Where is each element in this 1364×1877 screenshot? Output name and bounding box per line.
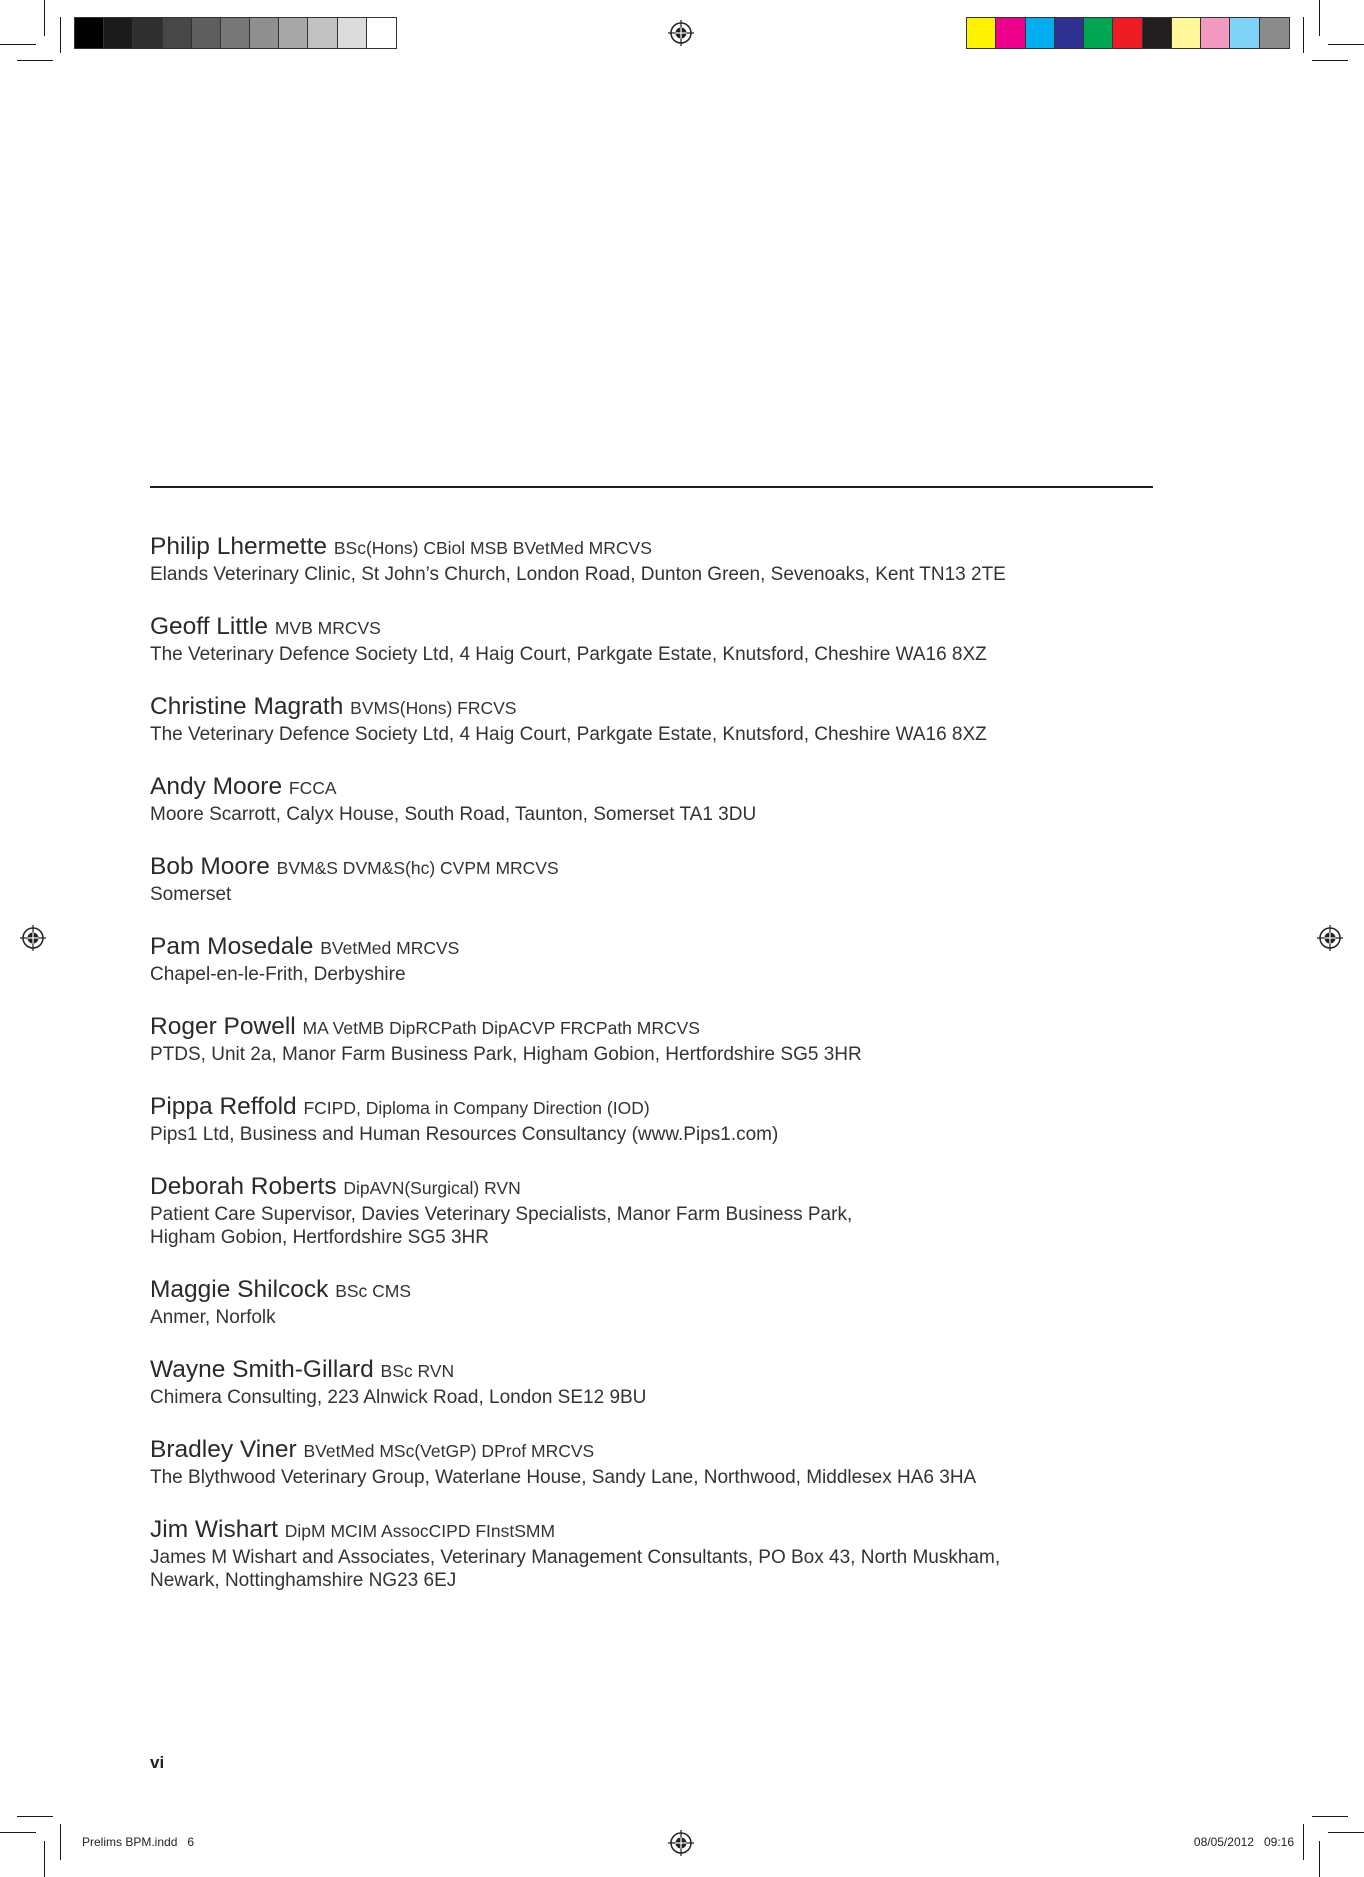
contributor-name: Andy Moore — [150, 773, 283, 800]
color-swatch — [1143, 18, 1172, 48]
crop-mark — [60, 17, 61, 53]
contributor-entry — [150, 692, 1210, 746]
contributor-entry — [150, 1092, 1210, 1146]
contributor-address-line: PTDS, Unit 2a, Manor Farm Business Park, Higham Gobion, Hertfordshire SG5 3HR — [150, 1044, 862, 1065]
contributor-qualifications: BSc RVN — [380, 1361, 455, 1381]
contributor-name-line — [150, 1355, 1210, 1386]
color-swatch — [104, 18, 133, 48]
crop-mark — [0, 44, 36, 45]
registration-mark-icon — [668, 20, 694, 46]
color-swatch — [338, 18, 367, 48]
contributor-name-line — [150, 852, 1210, 883]
contributor-name: Pippa Reffold — [150, 1093, 297, 1120]
contributor-qualifications: DipM MCIM AssocCIPD FInstSMM — [284, 1521, 556, 1541]
color-swatch — [1230, 18, 1259, 48]
section-rule — [150, 486, 1153, 488]
color-swatch — [192, 18, 221, 48]
contributor-address-line: Moore Scarrott, Calyx House, South Road, Taunton, Somerset TA1 3DU — [150, 804, 757, 825]
color-swatch — [1113, 18, 1142, 48]
crop-mark — [17, 60, 53, 61]
registration-mark-icon — [1317, 925, 1343, 951]
contributor-name: Maggie Shilcock — [150, 1276, 329, 1303]
contributor-name: Roger Powell — [150, 1013, 296, 1040]
contributor-name: Deborah Roberts — [150, 1173, 337, 1200]
color-swatch — [1084, 18, 1113, 48]
color-swatch — [133, 18, 162, 48]
slug-date-time: 08/05/2012 09:16 — [1193, 1835, 1294, 1849]
crop-mark — [1312, 1816, 1348, 1817]
contributor-qualifications: BVMS(Hons) FRCVS — [350, 698, 517, 718]
contributor-name-line — [150, 532, 1210, 563]
grayscale-color-bar — [74, 17, 397, 49]
crop-mark — [0, 1832, 36, 1833]
contributor-name: Geoff Little — [150, 613, 269, 640]
contributor-address-line: Patient Care Supervisor, Davies Veterinary Specialists, Manor Farm Business Park, — [150, 1204, 853, 1225]
crop-mark — [1319, 0, 1320, 36]
contributor-name-line — [150, 1172, 1210, 1203]
crop-mark — [44, 0, 45, 36]
crop-mark — [44, 1841, 45, 1877]
contributor-qualifications: BVetMed MSc(VetGP) DProf MRCVS — [303, 1441, 595, 1461]
contributor-qualifications: BSc CMS — [335, 1281, 412, 1301]
contributor-address-line: Chimera Consulting, 223 Alnwick Road, London SE12 9BU — [150, 1387, 647, 1408]
contributor-name: Bradley Viner — [150, 1436, 297, 1463]
contributor-name: Pam Mosedale — [150, 933, 314, 960]
contributor-entry — [150, 532, 1210, 586]
contributor-name-line — [150, 932, 1210, 963]
contributor-entry — [150, 932, 1210, 986]
color-swatch — [1172, 18, 1201, 48]
contributor-address-line: Newark, Nottinghamshire NG23 6EJ — [150, 1570, 457, 1591]
crop-mark — [1328, 44, 1364, 45]
contributor-name-line — [150, 1275, 1210, 1306]
contributor-name-line — [150, 772, 1210, 803]
contributor-address-line: The Veterinary Defence Society Ltd, 4 Haig Court, Parkgate Estate, Knutsford, Cheshire WA16 8XZ — [150, 724, 987, 745]
contributor-qualifications: DipAVN(Surgical) RVN — [343, 1178, 521, 1198]
contributor-entry — [150, 1435, 1210, 1489]
color-swatch — [279, 18, 308, 48]
color-swatch — [967, 18, 996, 48]
crop-mark — [1303, 17, 1304, 53]
crop-mark — [60, 1824, 61, 1860]
contributor-address-line: Higham Gobion, Hertfordshire SG5 3HR — [150, 1227, 489, 1248]
contributor-name-line — [150, 692, 1210, 723]
registration-mark-icon — [668, 1830, 694, 1856]
contributor-address-line: The Veterinary Defence Society Ltd, 4 Haig Court, Parkgate Estate, Knutsford, Cheshire WA16 8XZ — [150, 644, 987, 665]
contributor-qualifications: FCIPD, Diploma in Company Direction (IOD) — [303, 1098, 650, 1118]
crop-mark — [1328, 1832, 1364, 1833]
contributor-name-line — [150, 1012, 1210, 1043]
color-swatch — [1026, 18, 1055, 48]
contributor-name-line — [150, 612, 1210, 643]
registration-mark-icon — [20, 925, 46, 951]
contributor-entry — [150, 1012, 1210, 1066]
crop-mark — [1319, 1841, 1320, 1877]
contributor-qualifications: MVB MRCVS — [274, 618, 381, 638]
color-swatch — [996, 18, 1025, 48]
crop-mark — [17, 1816, 53, 1817]
page-number: vi — [150, 1753, 165, 1772]
contributor-qualifications: BVetMed MRCVS — [320, 938, 460, 958]
contributor-qualifications: FCCA — [288, 778, 337, 798]
contributor-name: Wayne Smith-Gillard — [150, 1356, 374, 1383]
contributor-address-line: Somerset — [150, 884, 232, 905]
contributor-address-line: Anmer, Norfolk — [150, 1307, 276, 1328]
contributor-name: Philip Lhermette — [150, 533, 328, 560]
contributor-qualifications: BSc(Hons) CBiol MSB BVetMed MRCVS — [333, 538, 652, 558]
cmyk-color-bar — [966, 17, 1290, 49]
crop-mark — [1303, 1824, 1304, 1860]
contributor-address-line: James M Wishart and Associates, Veterinary Management Consultants, PO Box 43, North Muskham, — [150, 1547, 1001, 1568]
contributor-address-line: Chapel-en-le-Frith, Derbyshire — [150, 964, 406, 985]
contributor-name: Christine Magrath — [150, 693, 344, 720]
contributor-entry — [150, 772, 1210, 826]
color-swatch — [1260, 18, 1289, 48]
contributor-address-line: The Blythwood Veterinary Group, Waterlane House, Sandy Lane, Northwood, Middlesex HA6 3HA — [150, 1467, 977, 1488]
contributor-name: Bob Moore — [150, 853, 270, 880]
contributor-entry — [150, 1172, 1210, 1249]
contributor-entry — [150, 1355, 1210, 1409]
contributor-qualifications: BVM&S DVM&S(hc) CVPM MRCVS — [276, 858, 559, 878]
color-swatch — [250, 18, 279, 48]
color-swatch — [1201, 18, 1230, 48]
contributor-name-line — [150, 1092, 1210, 1123]
contributor-entry — [150, 1275, 1210, 1329]
color-swatch — [75, 18, 104, 48]
contributor-name: Jim Wishart — [150, 1516, 278, 1543]
contributor-address-line: Elands Veterinary Clinic, St John’s Church, London Road, Dunton Green, Sevenoaks, Kent TN13 2TE — [150, 564, 1006, 585]
color-swatch — [367, 18, 396, 48]
contributor-qualifications: MA VetMB DipRCPath DipACVP FRCPath MRCVS — [302, 1018, 700, 1038]
contributor-address-line: Pips1 Ltd, Business and Human Resources Consultancy (www.Pips1.com) — [150, 1124, 779, 1145]
contributor-name-line — [150, 1435, 1210, 1466]
contributor-list — [150, 532, 1210, 1618]
crop-mark — [1312, 60, 1348, 61]
contributor-entry — [150, 852, 1210, 906]
contributor-entry — [150, 1515, 1210, 1592]
color-swatch — [163, 18, 192, 48]
color-swatch — [221, 18, 250, 48]
color-swatch — [308, 18, 337, 48]
slug-file-info: Prelims BPM.indd 6 — [82, 1835, 195, 1849]
contributor-name-line — [150, 1515, 1210, 1546]
color-swatch — [1055, 18, 1084, 48]
contributor-entry — [150, 612, 1210, 666]
